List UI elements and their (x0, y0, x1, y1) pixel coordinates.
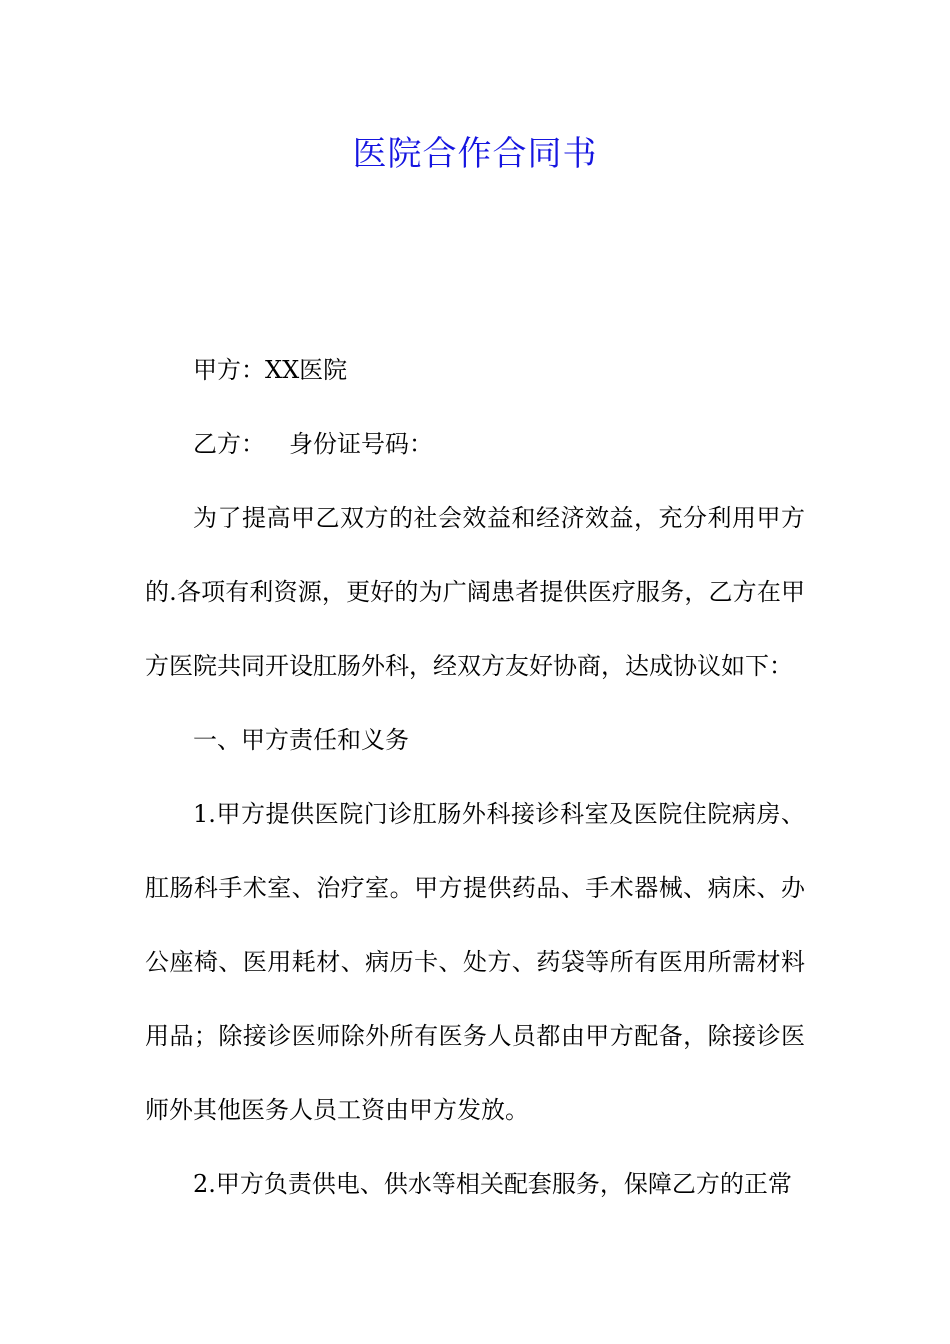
intro-paragraph: 为了提高甲乙双方的社会效益和经济效益，充分利用甲方的.各项有利资源，更好的为广阔患者提供医疗服务，乙方在甲方医院共同开设肛肠外科，经双方友好协商，达成协议如下： (145, 504, 805, 680)
party-b-label: 乙方： (193, 430, 265, 458)
clause-1-paragraph: 1.甲方提供医院门诊肛肠外科接诊科室及医院住院病房、肛肠科手术室、治疗室。甲方提供药品、手术器械、病床、办公座椅、医用耗材、病历卡、处方、药袋等所有医用所需材料用品；除接诊医师除外所有医务人员都由甲方配备，除接诊医师外其他医务人员工资由甲方发放。 (145, 800, 805, 1124)
party-a-line: 甲方：XX医院 (193, 356, 348, 384)
section-heading: 一、甲方责任和义务 (193, 726, 409, 754)
document-body (145, 333, 805, 1221)
clause-2-paragraph: 2.甲方负责供电、供水等相关配套服务，保障乙方的正常 (193, 1170, 792, 1198)
party-b-id-label: 身份证号码： (289, 430, 433, 458)
party-b-line (145, 407, 805, 481)
document-title: 医院合作合同书 (352, 134, 598, 174)
